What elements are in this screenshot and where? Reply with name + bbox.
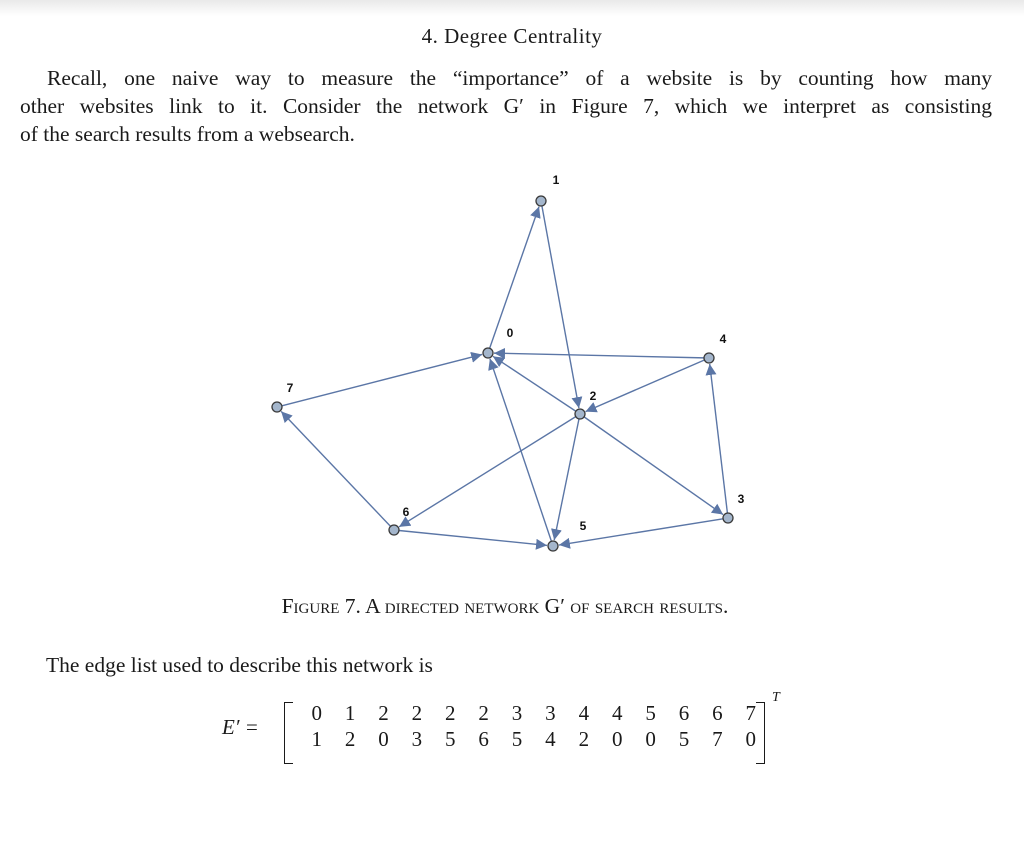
matrix-cell: 1 xyxy=(344,701,356,725)
edge-1-2 xyxy=(542,206,579,408)
matrix-cell: 5 xyxy=(645,701,656,725)
matrix-row-2 xyxy=(300,726,767,752)
matrix-cell: 0 xyxy=(378,727,389,751)
node-label-4: 4 xyxy=(719,332,727,346)
edge-5-0 xyxy=(490,359,551,542)
matrix-cell: 4 xyxy=(578,701,590,725)
node-label-2: 2 xyxy=(589,389,597,403)
node-6 xyxy=(389,525,399,535)
transpose-superscript: T xyxy=(772,690,780,705)
paragraph-line-2: other websites link to it. Consider the network G′ in Figure 7, which we interpret as consisting xyxy=(20,94,992,118)
nodes-layer xyxy=(272,173,745,551)
node-2 xyxy=(575,409,585,419)
matrix-label: E′ = xyxy=(222,715,259,739)
node-7 xyxy=(272,402,282,412)
node-label-3: 3 xyxy=(737,492,745,506)
node-3 xyxy=(723,513,733,523)
node-5 xyxy=(548,541,558,551)
matrix-rows xyxy=(300,700,767,752)
paragraph-line-1: Recall, one naive way to measure the “importance” of a website is by counting how many xyxy=(47,66,992,90)
matrix-cell: 4 xyxy=(611,701,623,725)
edge-6-7 xyxy=(281,411,390,526)
node-4 xyxy=(704,353,714,363)
right-bracket xyxy=(756,702,765,764)
figure-caption xyxy=(0,594,1010,619)
caption-text: Figure 7. A directed network G′ of search results. xyxy=(281,594,729,618)
matrix-cell: 7 xyxy=(712,727,723,751)
matrix-cell: 3 xyxy=(545,701,556,725)
edge-2-5 xyxy=(554,419,579,540)
matrix-cell: 3 xyxy=(411,727,423,751)
matrix-cell: 0 xyxy=(311,701,322,725)
matrix-cell: 3 xyxy=(511,701,523,725)
node-label-0: 0 xyxy=(506,326,514,340)
matrix-cell: 2 xyxy=(578,727,590,751)
node-label-6: 6 xyxy=(402,505,410,519)
matrix-row-1 xyxy=(300,700,767,726)
section-title: 4. Degree Centrality xyxy=(421,24,603,48)
matrix-cell: 2 xyxy=(411,701,423,725)
node-label-1: 1 xyxy=(552,173,560,187)
left-bracket xyxy=(284,702,293,764)
matrix-cell: 6 xyxy=(478,727,489,751)
edge-0-1 xyxy=(490,207,539,349)
matrix-cell: 4 xyxy=(545,727,556,751)
matrix-cell: 2 xyxy=(445,701,456,725)
matrix-cell: 0 xyxy=(611,727,623,751)
matrix-cell: 1 xyxy=(311,727,322,751)
edge-2-3 xyxy=(584,417,723,515)
node-label-7: 7 xyxy=(286,381,294,395)
edge-2-6 xyxy=(399,417,576,527)
matrix-cell: 6 xyxy=(712,701,723,725)
edge-3-4 xyxy=(710,364,728,513)
node-0 xyxy=(483,348,493,358)
edge-4-2 xyxy=(586,360,705,412)
matrix-cell: 2 xyxy=(344,727,356,751)
matrix-cell: 7 xyxy=(745,701,757,725)
node-label-5: 5 xyxy=(579,519,587,533)
matrix-cell: 5 xyxy=(445,727,456,751)
edge-7-0 xyxy=(282,354,482,405)
edge-6-5 xyxy=(399,531,547,546)
edge-4-0 xyxy=(494,353,704,358)
matrix-cell: 2 xyxy=(478,701,489,725)
matrix-cell: 2 xyxy=(378,701,389,725)
matrix-cell: 5 xyxy=(678,727,690,751)
matrix-cell: 0 xyxy=(645,727,656,751)
matrix-cell: 0 xyxy=(745,727,757,751)
edge-list-intro: The edge list used to describe this network is xyxy=(46,653,433,677)
matrix-cell: 5 xyxy=(511,727,523,751)
matrix-cell: 6 xyxy=(678,701,690,725)
node-1 xyxy=(536,196,546,206)
paragraph-line-3: of the search results from a websearch. xyxy=(20,122,355,146)
edges-layer xyxy=(281,206,727,545)
